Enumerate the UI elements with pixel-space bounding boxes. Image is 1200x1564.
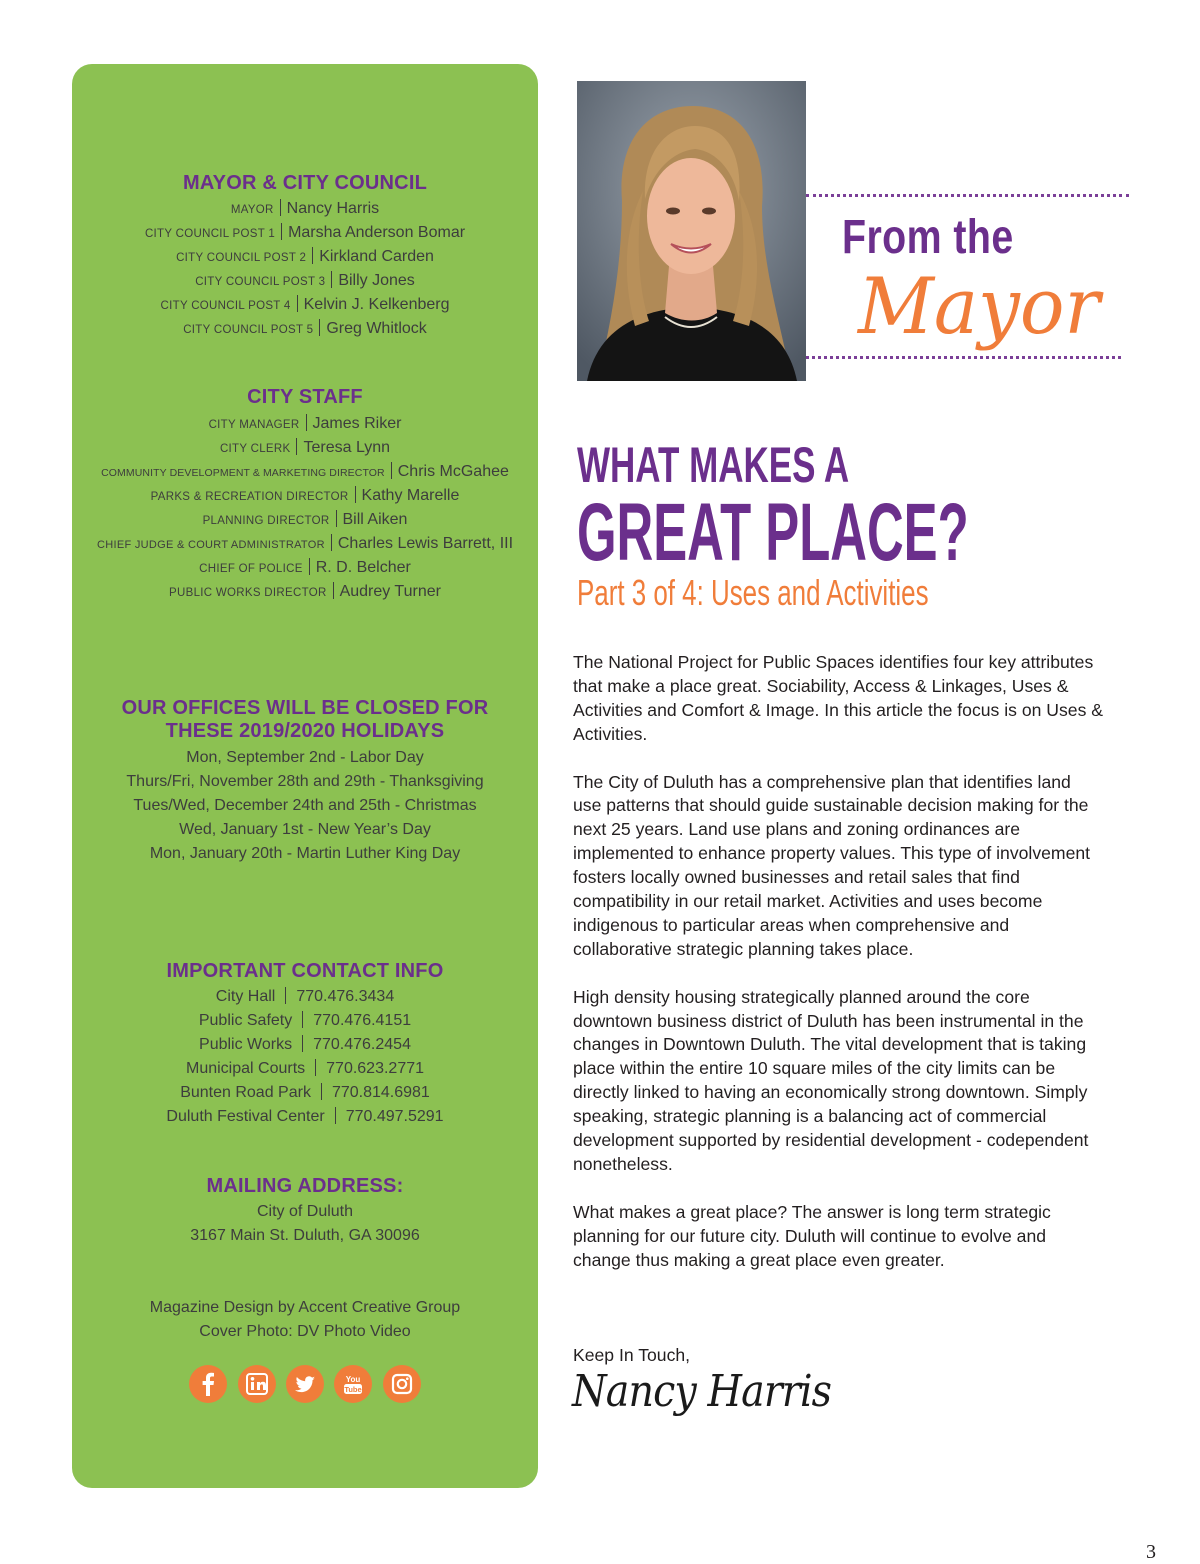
contact-row — [72, 1009, 538, 1033]
contacts-list — [72, 985, 538, 1129]
credits — [72, 1296, 538, 1344]
twitter-icon[interactable] — [286, 1365, 324, 1403]
separator — [297, 295, 298, 312]
council-role: CITY COUNCIL POST 3 — [195, 276, 326, 288]
youtube-icon[interactable] — [334, 1365, 372, 1403]
separator — [319, 319, 320, 336]
council-row — [72, 197, 538, 221]
article-title-line1: WHAT MAKES A — [577, 437, 850, 493]
staff-name: R. D. Belcher — [315, 559, 411, 576]
staff-list — [72, 412, 538, 604]
linkedin-icon[interactable] — [238, 1365, 276, 1403]
separator — [333, 582, 334, 599]
council-name: Billy Jones — [338, 272, 415, 289]
staff-row — [72, 580, 538, 604]
contact-place: Public Works — [199, 1036, 293, 1053]
instagram-icon[interactable] — [383, 1365, 421, 1403]
staff-name: Kathy Marelle — [361, 487, 460, 504]
council-list — [72, 197, 538, 341]
contact-row — [72, 1057, 538, 1081]
social-links — [72, 1365, 538, 1403]
separator — [296, 438, 297, 455]
council-name: Kirkland Carden — [319, 248, 434, 265]
council-row — [72, 269, 538, 293]
holiday-item: Mon, January 20th - Martin Luther King Day — [149, 845, 461, 862]
separator — [391, 462, 392, 479]
contact-place: Duluth Festival Center — [166, 1108, 325, 1125]
staff-name: Charles Lewis Barrett, III — [337, 535, 514, 552]
council-name: Marsha Anderson Bomar — [288, 224, 466, 241]
staff-row — [72, 460, 538, 484]
council-role: CITY COUNCIL POST 1 — [144, 228, 276, 240]
contact-row — [72, 985, 538, 1009]
separator — [331, 271, 332, 288]
contact-phone: 770.623.2771 — [326, 1060, 425, 1077]
council-name: Greg Whitlock — [326, 320, 427, 337]
staff-row — [72, 412, 538, 436]
council-role: CITY COUNCIL POST 4 — [160, 300, 291, 312]
staff-row — [72, 508, 538, 532]
separator — [309, 558, 310, 575]
holidays-list — [72, 746, 538, 866]
contact-phone: 770.814.6981 — [331, 1084, 430, 1101]
separator — [280, 199, 281, 216]
separator — [335, 1107, 336, 1124]
mailing-line1: City of Duluth — [256, 1203, 354, 1220]
page-number: 3 — [1146, 1541, 1156, 1563]
council-row — [72, 221, 538, 245]
article-paragraph: High density housing strategically planned around the core downtown business district of Duluth has been instrumental in the changes in Downtown Duluth. The vital development that is taking place within the entire 10 square miles of the city limits can be directly linked to having an economically strong downtown. Simply speaking, strategic planning is a balancing act of commercial development supported by residential development - codependent nonetheless. — [573, 986, 1089, 1174]
staff-name: Audrey Turner — [339, 583, 441, 600]
contact-phone: 770.476.4151 — [313, 1012, 412, 1029]
closing-line: Keep In Touch, — [573, 1345, 691, 1365]
contact-row — [72, 1081, 538, 1105]
staff-name: Chris McGahee — [397, 463, 509, 480]
staff-role: CHIEF OF POLICE — [199, 563, 303, 575]
svg-text:Tube: Tube — [344, 1385, 363, 1394]
staff-name: Teresa Lynn — [303, 439, 391, 456]
holiday-item: Mon, September 2nd - Labor Day — [186, 749, 424, 766]
staff-name: James Riker — [312, 415, 402, 432]
separator — [281, 223, 282, 240]
holidays-heading-line2: THESE 2019/2020 HOLIDAYS — [165, 720, 445, 742]
staff-role: PARKS & RECREATION DIRECTOR — [150, 491, 349, 503]
separator — [355, 486, 356, 503]
council-role: MAYOR — [230, 204, 274, 216]
svg-text:You: You — [346, 1375, 361, 1384]
council-name: Nancy Harris — [286, 200, 380, 217]
council-row — [72, 245, 538, 269]
sidebar-panel — [72, 64, 538, 1488]
staff-row — [72, 532, 538, 556]
staff-name: Bill Aiken — [342, 511, 408, 528]
separator — [321, 1083, 322, 1100]
holidays-heading-line1: OUR OFFICES WILL BE CLOSED FOR — [121, 697, 489, 719]
holiday-item: Wed, January 1st - New Year’s Day — [179, 821, 431, 838]
article-paragraph: The City of Duluth has a comprehensive plan that identifies land use patterns that should guide sustainable decision making for the next 25 years. Land use plans and zoning ordinances are implemented to enhance property values. This type of involvement fosters locally owned businesses and retail sales that find compatibility in our retail market. Activities and uses become indigenous to particular areas when comprehensive and collaborative strategic planning takes place. — [573, 771, 1091, 959]
staff-role: CITY MANAGER — [208, 419, 300, 431]
header-from-the: From the — [842, 211, 1014, 264]
separator — [285, 987, 286, 1004]
contact-place: Municipal Courts — [185, 1060, 306, 1077]
contact-phone: 770.476.2454 — [313, 1036, 411, 1053]
credits-photo: Cover Photo: DV Photo Video — [199, 1323, 411, 1340]
staff-row — [72, 436, 538, 460]
contact-place: City Hall — [215, 988, 276, 1005]
staff-role: PUBLIC WORKS DIRECTOR — [169, 587, 327, 599]
article-title-line2: GREAT PLACE? — [577, 487, 969, 578]
article-body — [573, 651, 1103, 1296]
separator — [312, 247, 313, 264]
mayor-portrait-photo — [577, 81, 806, 381]
contact-row — [72, 1105, 538, 1129]
staff-row — [72, 556, 538, 580]
council-heading: MAYOR & CITY COUNCIL — [182, 172, 428, 194]
separator — [302, 1035, 303, 1052]
mailing-heading: MAILING ADDRESS: — [206, 1175, 404, 1197]
council-name: Kelvin J. Kelkenberg — [303, 296, 450, 313]
signature: Nancy Harris — [572, 1366, 832, 1417]
staff-heading: CITY STAFF — [247, 386, 363, 408]
dotted-rule-bottom — [806, 356, 1121, 359]
mailing-address — [72, 1200, 538, 1248]
holiday-item: Tues/Wed, December 24th and 25th - Christmas — [133, 797, 477, 814]
mailing-line2: 3167 Main St. Duluth, GA 30096 — [190, 1227, 420, 1244]
separator — [331, 534, 332, 551]
separator — [336, 510, 337, 527]
dotted-rule-top — [806, 194, 1129, 197]
staff-role: CITY CLERK — [219, 443, 291, 455]
council-role: CITY COUNCIL POST 2 — [176, 252, 307, 264]
staff-role: PLANNING DIRECTOR — [202, 515, 330, 527]
header-mayor: Mayor — [858, 262, 1100, 352]
contacts-heading: IMPORTANT CONTACT INFO — [166, 960, 444, 982]
council-row — [72, 317, 538, 341]
council-role: CITY COUNCIL POST 5 — [183, 324, 314, 336]
article-paragraph: The National Project for Public Spaces identifies four key attributes that make a place great. Sociability, Access & Linkages, Uses & Activities and Comfort & Image. In this article the focus is on Uses & Activities. — [573, 652, 1103, 744]
holiday-item: Thurs/Fri, November 28th and 29th - Thanksgiving — [126, 773, 484, 790]
council-row — [72, 293, 538, 317]
staff-role: CHIEF JUDGE & COURT ADMINISTRATOR — [96, 539, 325, 551]
staff-role: COMMUNITY DEVELOPMENT & MARKETING DIRECTOR — [101, 467, 385, 479]
credits-design: Magazine Design by Accent Creative Group — [149, 1299, 461, 1316]
contact-phone: 770.476.3434 — [296, 988, 395, 1005]
staff-row — [72, 484, 538, 508]
separator — [302, 1011, 303, 1028]
contact-place: Bunten Road Park — [180, 1084, 311, 1101]
article-paragraph: What makes a great place? The answer is long term strategic planning for our future city. Duluth will continue to evolve and change thus making a great place even greater. — [573, 1201, 1051, 1270]
contact-place: Public Safety — [198, 1012, 293, 1029]
contact-phone: 770.497.5291 — [345, 1108, 444, 1125]
separator — [306, 414, 307, 431]
article-subtitle: Part 3 of 4: Uses and Activities — [577, 572, 929, 613]
separator — [315, 1059, 316, 1076]
facebook-icon[interactable] — [189, 1365, 227, 1403]
contact-row — [72, 1033, 538, 1057]
